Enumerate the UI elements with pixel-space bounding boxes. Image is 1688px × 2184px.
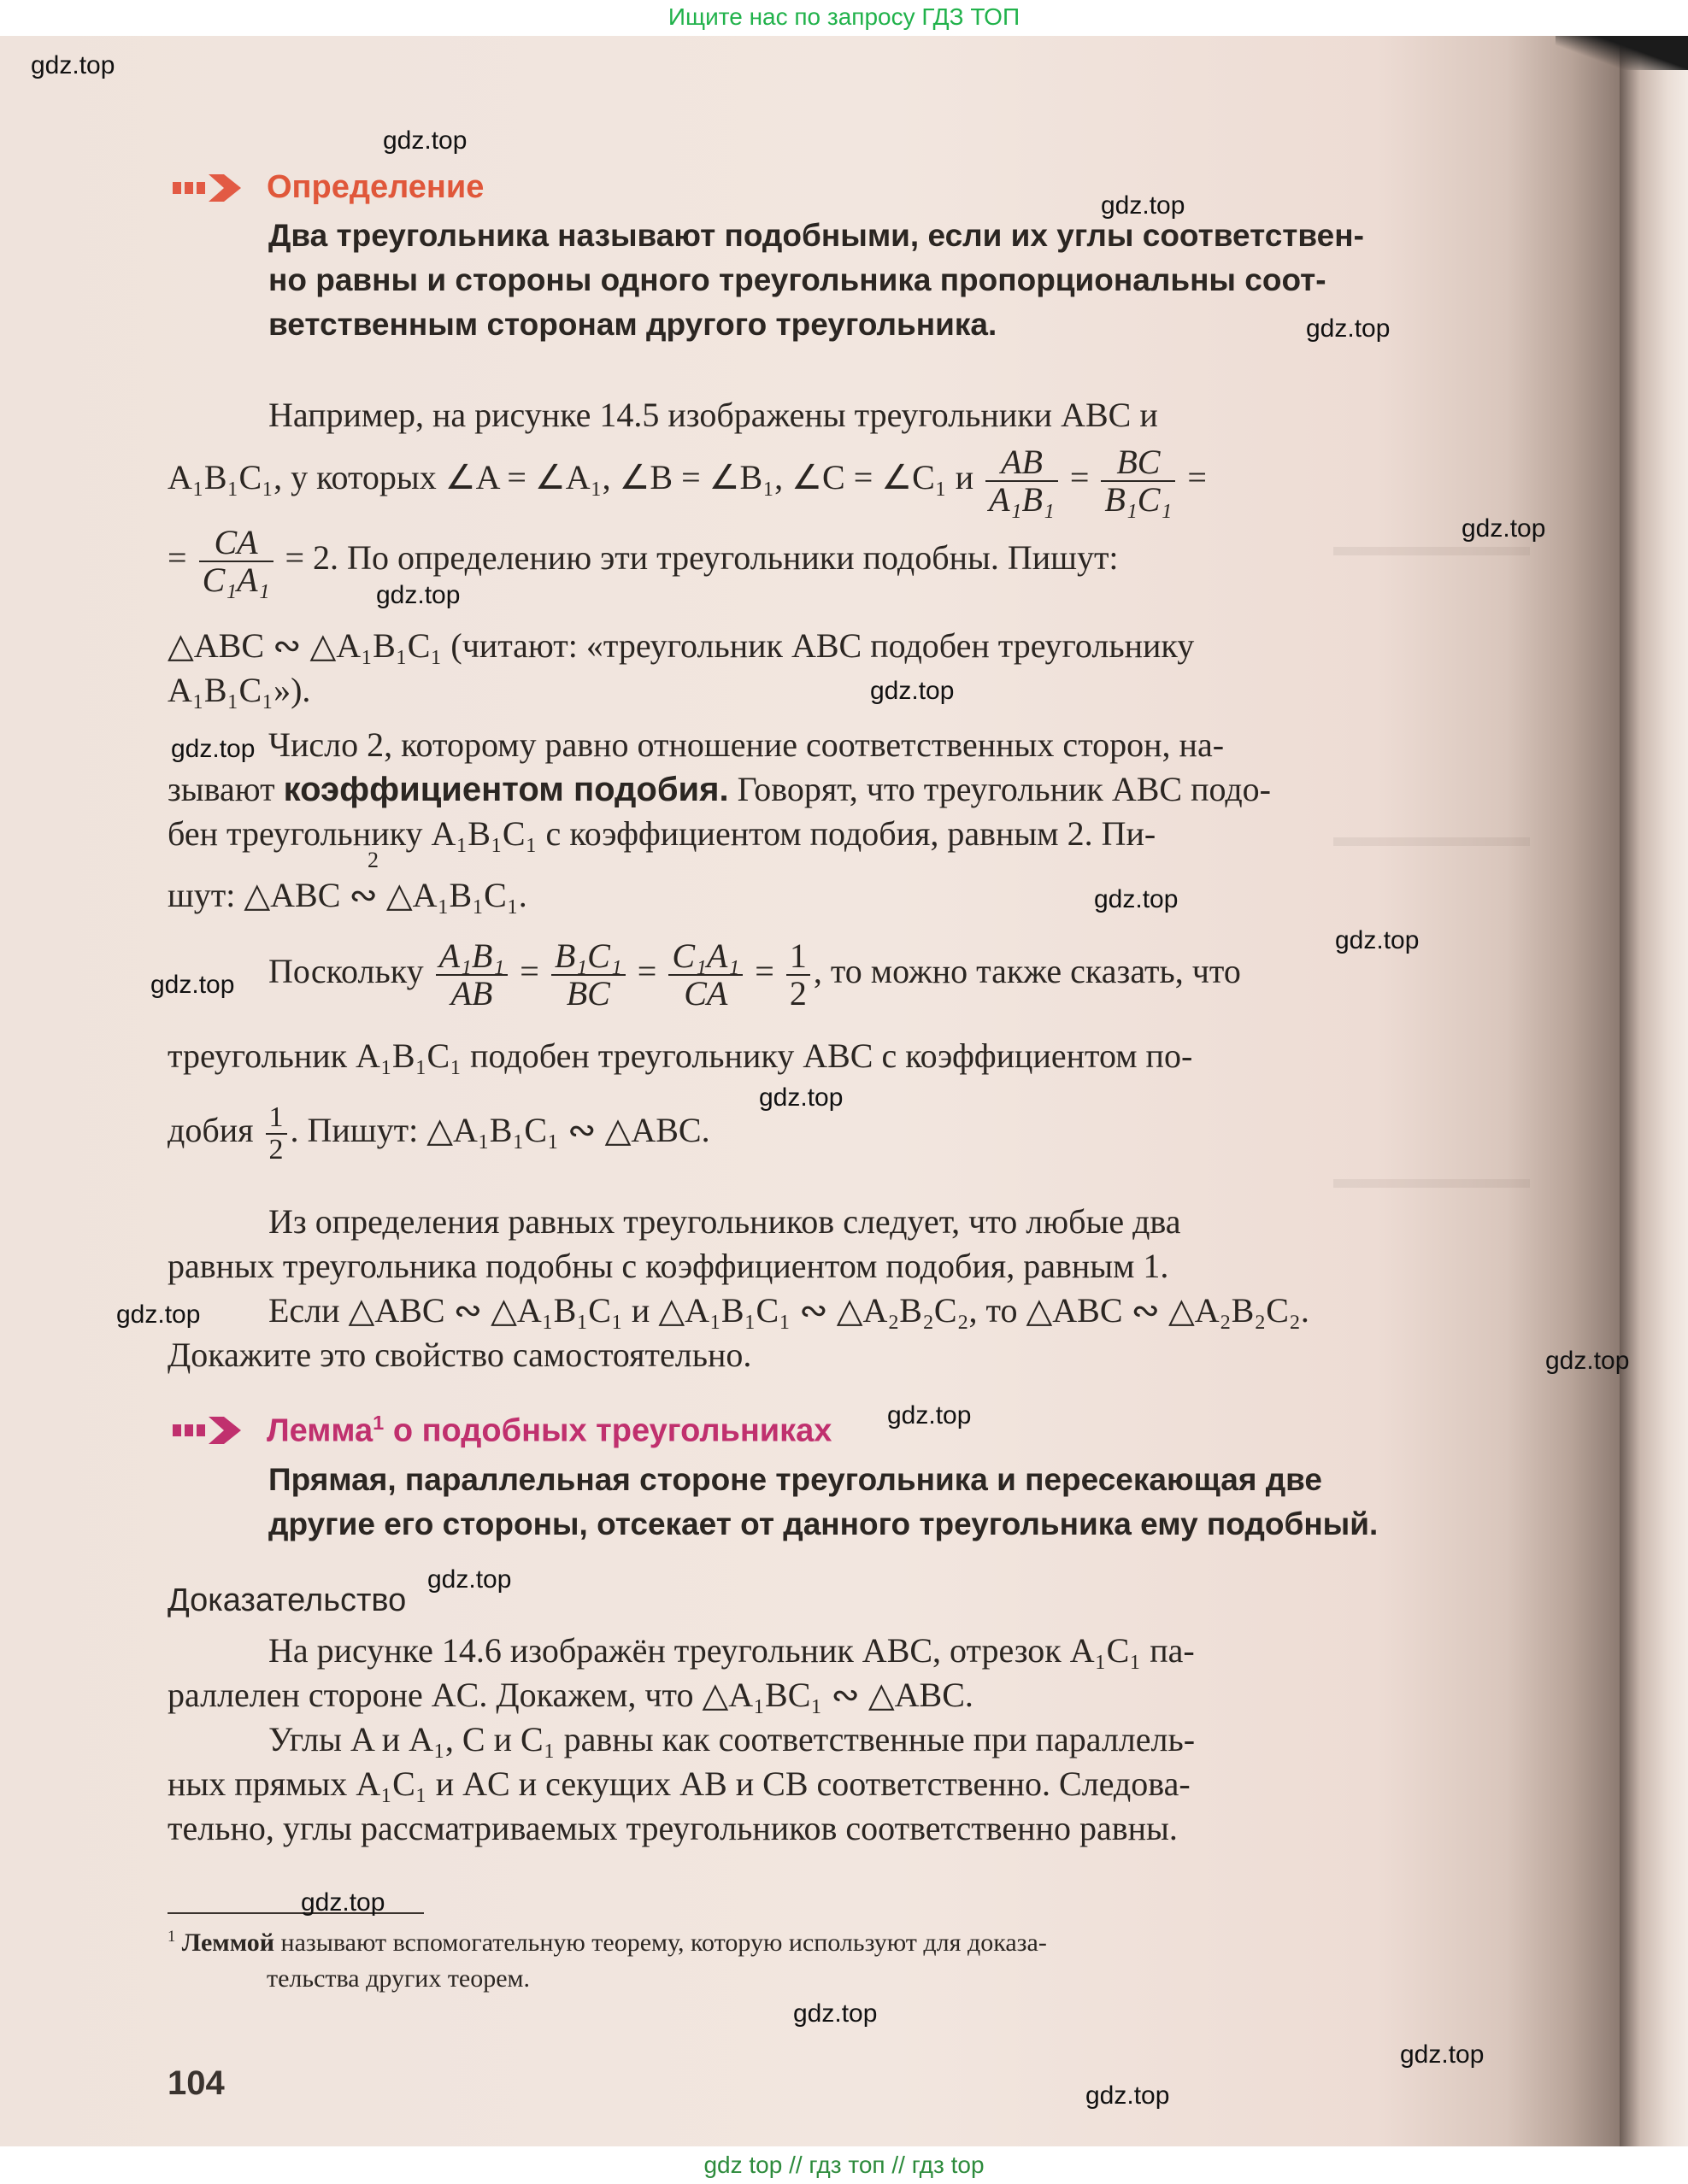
section-arrow-icon xyxy=(171,1410,244,1451)
watermark: gdz.top xyxy=(116,1300,201,1329)
bottom-banner-link[interactable]: gdz top // гдз топ // гдз top xyxy=(0,2146,1688,2184)
page-number: 104 xyxy=(168,2064,225,2102)
watermark: gdz.top xyxy=(150,971,235,999)
definition-line: ветственным сторонам другого треугольника. xyxy=(268,307,997,342)
watermark: gdz.top xyxy=(1101,191,1185,220)
lemma-line: Прямая, параллельная стороне треугольника и пересекающая две xyxy=(268,1462,1323,1497)
watermark: gdz.top xyxy=(1335,926,1420,954)
watermark: gdz.top xyxy=(376,581,461,609)
definition-heading: Определение xyxy=(267,169,485,205)
example-line-5: A₁B₁C₁»). xyxy=(168,671,311,709)
equal-line-2: равных треугольника подобны с коэффициентом подобия, равным 1. xyxy=(168,1247,1169,1285)
footnote: $^1$ Леммой называют вспомогательную теорему, которую используют для доказа- тельства других теорем. xyxy=(168,1928,1047,1993)
coefficient-line-3: бен треугольнику A₁B₁C₁ с коэффициентом подобия, равным 2. Пи- xyxy=(168,814,1156,853)
fraction-c1a1-ca: $\frac{\text{C₁A₁}}{CA}$ xyxy=(668,938,743,1012)
watermark: gdz.top xyxy=(383,126,468,155)
top-banner-link[interactable]: Ищите нас по запросу ГДЗ ТОП xyxy=(668,3,1020,30)
example-line-1: Например, на рисунке 14.5 изображены треугольники ABC и xyxy=(268,396,1158,434)
watermark: gdz.top xyxy=(793,1999,878,2028)
watermark: gdz.top xyxy=(759,1083,844,1112)
bleed-through-line xyxy=(1333,1179,1530,1188)
coefficient-superscript: 2 xyxy=(368,848,379,872)
fraction-one-half: $\frac{1}{2}$ xyxy=(266,1102,287,1165)
book-spine xyxy=(1620,36,1688,2146)
coefficient-line-2: зывают коэффициентом подобия. Говорят, что треугольник ABC подо- xyxy=(168,770,1272,808)
page-corner-shadow xyxy=(1556,36,1688,70)
watermark: gdz.top xyxy=(301,1888,385,1917)
watermark: gdz.top xyxy=(887,1401,972,1430)
equal-line-3: Если △ABC ∾ △A₁B₁C₁ и △A₁B₁C₁ ∾ △A₂B₂C₂, то △ABC ∾ △A₂B₂C₂. xyxy=(268,1291,1309,1330)
coefficient-line-4: шут: △ABC ∾ △A₁B₁C₁. xyxy=(168,876,527,914)
term-bold: коэффициентом подобия. xyxy=(283,771,729,808)
lemma-text xyxy=(268,1458,1499,1547)
fraction-b1c1-bc: $\frac{\text{B₁C₁}}{BC}$ xyxy=(551,938,626,1012)
equal-line-4: Докажите это свойство самостоятельно. xyxy=(168,1336,752,1374)
watermark: gdz.top xyxy=(31,51,115,79)
since-line-3: добия $\frac{1}{2}$ . Пишут: △A₁B₁C₁ ∾ △ABC. xyxy=(168,1101,710,1165)
watermark: gdz.top xyxy=(1545,1347,1630,1375)
proof-line-1: На рисунке 14.6 изображён треугольник ABC, отрезок A₁C₁ па- xyxy=(268,1631,1195,1670)
fraction-bc: $\frac{BC}{\text{B₁C₁}}$ xyxy=(1101,444,1175,518)
proof-line-4: ных прямых A₁C₁ и AC и секущих AB и CB соответственно. Следова- xyxy=(168,1764,1191,1803)
proof-line-3: Углы A и A₁, C и C₁ равны как соответственные при параллель- xyxy=(268,1720,1196,1758)
fraction-one-half: $\frac{1}{2}$ xyxy=(786,938,810,1012)
watermark: gdz.top xyxy=(1306,314,1391,343)
proof-line-2: раллелен стороне AC. Докажем, что △A₁BC₁ ∾ △ABC. xyxy=(168,1676,973,1714)
definition-line: но равны и стороны одного треугольника пропорциональны соот- xyxy=(268,262,1326,297)
watermark: gdz.top xyxy=(1400,2040,1485,2069)
proof-heading: Доказательство xyxy=(168,1582,407,1618)
section-arrow-icon xyxy=(171,167,244,208)
lemma-heading: Лемма$^1$ о подобных треугольниках xyxy=(267,1412,832,1449)
watermark: gdz.top xyxy=(427,1565,512,1594)
proof-line-5: тельно, углы рассматриваемых треугольников соответственно равны. xyxy=(168,1809,1178,1847)
footnote-divider xyxy=(168,1912,424,1914)
example-line-3: = $\frac{CA}{\text{C₁A₁}}$ = 2. По определению эти треугольники подобны. Пишут: xyxy=(168,523,1119,599)
watermark: gdz.top xyxy=(171,735,256,763)
equal-line-1: Из определения равных треугольников следует, что любые два xyxy=(268,1202,1181,1241)
since-line-1: Поскольку $\frac{\text{A₁B₁}}{AB}$ = $\frac{\text{B₁C₁}}{BC}$ = $\frac{\text{C₁A₁}}{CA}$ = $\frac{1}{2}$ , то можно также сказать, что xyxy=(268,936,1241,1013)
since-line-2: треугольник A₁B₁C₁ подобен треугольнику ABC с коэффициентом по- xyxy=(168,1036,1193,1075)
fraction-ab: $\frac{AB}{\text{A₁B₁}}$ xyxy=(985,444,1058,518)
fraction-ca: $\frac{CA}{\text{C₁A₁}}$ xyxy=(199,525,273,598)
coefficient-line-1: Число 2, которому равно отношение соответственных сторон, на- xyxy=(268,725,1225,764)
watermark: gdz.top xyxy=(1094,885,1179,913)
example-line-4: △ABC ∾ △A₁B₁C₁ (читают: «треугольник ABC подобен треугольнику xyxy=(168,626,1195,665)
lemma-line: другие его стороны, отсекает от данного треугольника ему подобный. xyxy=(268,1506,1379,1541)
example-line-2: A₁B₁C₁, у которых ∠A = ∠A₁, ∠B = ∠B₁, ∠C = ∠C₁ и $\frac{AB}{\text{A₁B₁}}$ = $\frac{BC}{\text{B₁C₁}}$ = xyxy=(168,443,1207,519)
fraction-a1b1-ab: $\frac{\text{A₁B₁}}{AB}$ xyxy=(436,938,509,1012)
definition-line: Два треугольника называют подобными, если их углы соответствен- xyxy=(268,218,1364,253)
watermark: gdz.top xyxy=(1085,2081,1170,2110)
watermark: gdz.top xyxy=(1462,514,1546,543)
watermark: gdz.top xyxy=(870,677,955,705)
